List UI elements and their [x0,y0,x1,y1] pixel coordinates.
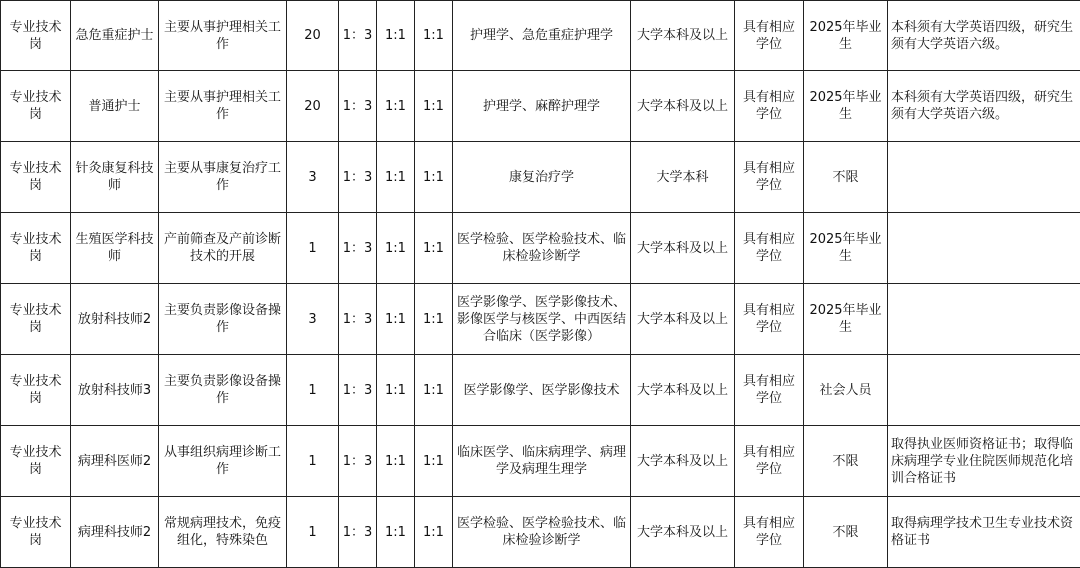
cell-ratio-3: 1:1 [415,213,453,284]
cell-duties: 主要从事康复治疗工作 [159,142,287,213]
cell-duties: 常规病理技术，免疫组化，特殊染色 [159,497,287,568]
cell-education: 大学本科 [631,142,735,213]
cell-count: 3 [287,142,339,213]
cell-education: 大学本科及以上 [631,355,735,426]
cell-ratio-1: 1：3 [339,284,377,355]
cell-position: 放射科技师3 [71,355,159,426]
cell-position: 病理科医师2 [71,426,159,497]
cell-ratio-2: 1:1 [377,497,415,568]
cell-ratio-3: 1:1 [415,426,453,497]
cell-target: 不限 [804,426,888,497]
table-row [1,355,1080,426]
table-row [1,1,1080,71]
cell-degree: 具有相应学位 [735,142,804,213]
cell-position: 急危重症护士 [71,1,159,71]
cell-education: 大学本科及以上 [631,426,735,497]
cell-education: 大学本科及以上 [631,1,735,71]
cell-notes: 本科须有大学英语四级，研究生须有大学英语六级。 [888,1,1080,71]
cell-degree: 具有相应学位 [735,426,804,497]
cell-duties: 产前筛查及产前诊断技术的开展 [159,213,287,284]
cell-ratio-2: 1:1 [377,71,415,142]
cell-notes: 取得执业医师资格证书；取得临床病理学专业住院医师规范化培训合格证书 [888,426,1080,497]
cell-position: 生殖医学科技师 [71,213,159,284]
cell-duties: 主要负责影像设备操作 [159,355,287,426]
cell-ratio-1: 1：3 [339,71,377,142]
cell-duties: 主要负责影像设备操作 [159,284,287,355]
cell-degree: 具有相应学位 [735,213,804,284]
cell-position: 放射科技师2 [71,284,159,355]
cell-ratio-3: 1:1 [415,142,453,213]
cell-degree: 具有相应学位 [735,1,804,71]
cell-notes: 取得病理学技术卫生专业技术资格证书 [888,497,1080,568]
cell-duties: 从事组织病理诊断工作 [159,426,287,497]
cell-count: 20 [287,71,339,142]
cell-count: 20 [287,1,339,71]
cell-ratio-1: 1：3 [339,142,377,213]
cell-category: 专业技术岗 [1,71,71,142]
cell-target: 2025年毕业生 [804,213,888,284]
table-row [1,142,1080,213]
cell-ratio-2: 1:1 [377,284,415,355]
cell-major: 护理学、急危重症护理学 [453,1,631,71]
cell-ratio-3: 1:1 [415,497,453,568]
cell-category: 专业技术岗 [1,355,71,426]
cell-category: 专业技术岗 [1,213,71,284]
cell-ratio-1: 1：3 [339,355,377,426]
cell-count: 1 [287,426,339,497]
cell-ratio-1: 1：3 [339,213,377,284]
cell-ratio-3: 1:1 [415,71,453,142]
cell-ratio-3: 1:1 [415,284,453,355]
cell-education: 大学本科及以上 [631,497,735,568]
cell-major: 医学影像学、医学影像技术 [453,355,631,426]
cell-degree: 具有相应学位 [735,284,804,355]
cell-count: 1 [287,355,339,426]
cell-duties: 主要从事护理相关工作 [159,71,287,142]
cell-target: 2025年毕业生 [804,284,888,355]
cell-notes [888,284,1080,355]
cell-target: 不限 [804,142,888,213]
cell-duties: 主要从事护理相关工作 [159,1,287,71]
cell-education: 大学本科及以上 [631,213,735,284]
cell-degree: 具有相应学位 [735,355,804,426]
cell-category: 专业技术岗 [1,1,71,71]
cell-ratio-3: 1:1 [415,355,453,426]
cell-education: 大学本科及以上 [631,71,735,142]
cell-target: 2025年毕业生 [804,1,888,71]
cell-ratio-2: 1:1 [377,355,415,426]
table-row [1,213,1080,284]
cell-notes [888,142,1080,213]
cell-count: 1 [287,497,339,568]
cell-category: 专业技术岗 [1,142,71,213]
cell-notes [888,213,1080,284]
cell-position: 针灸康复科技师 [71,142,159,213]
cell-degree: 具有相应学位 [735,71,804,142]
cell-major: 医学影像学、医学影像技术、影像医学与核医学、中西医结合临床（医学影像） [453,284,631,355]
cell-category: 专业技术岗 [1,426,71,497]
cell-target: 不限 [804,497,888,568]
table-row [1,71,1080,142]
cell-ratio-1: 1：3 [339,497,377,568]
cell-major: 临床医学、临床病理学、病理学及病理生理学 [453,426,631,497]
cell-position: 普通护士 [71,71,159,142]
cell-count: 3 [287,284,339,355]
cell-target: 2025年毕业生 [804,71,888,142]
cell-major: 医学检验、医学检验技术、临床检验诊断学 [453,497,631,568]
cell-major: 康复治疗学 [453,142,631,213]
cell-ratio-1: 1：3 [339,1,377,71]
table-row [1,284,1080,355]
cell-ratio-2: 1:1 [377,213,415,284]
cell-count: 1 [287,213,339,284]
cell-ratio-1: 1：3 [339,426,377,497]
table-row [1,426,1080,497]
cell-ratio-2: 1:1 [377,426,415,497]
cell-target: 社会人员 [804,355,888,426]
table-row [1,497,1080,568]
cell-ratio-2: 1:1 [377,142,415,213]
cell-degree: 具有相应学位 [735,497,804,568]
cell-position: 病理科技师2 [71,497,159,568]
cell-notes [888,355,1080,426]
cell-notes: 本科须有大学英语四级，研究生须有大学英语六级。 [888,71,1080,142]
cell-education: 大学本科及以上 [631,284,735,355]
cell-ratio-3: 1:1 [415,1,453,71]
cell-major: 护理学、麻醉护理学 [453,71,631,142]
cell-ratio-2: 1:1 [377,1,415,71]
cell-major: 医学检验、医学检验技术、临床检验诊断学 [453,213,631,284]
cell-category: 专业技术岗 [1,497,71,568]
cell-category: 专业技术岗 [1,284,71,355]
table-body [1,1,1080,568]
